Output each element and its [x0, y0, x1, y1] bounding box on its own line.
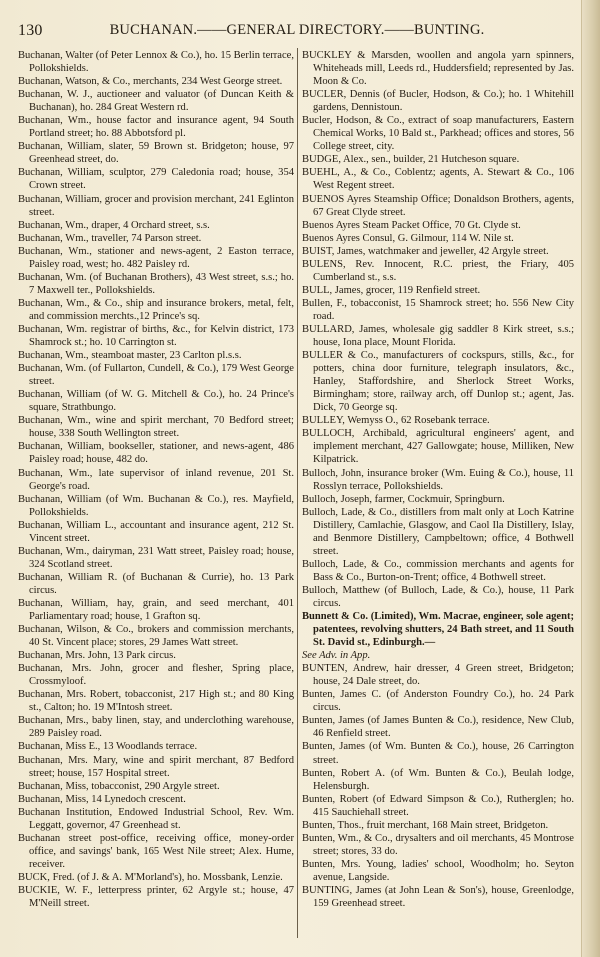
directory-entry: BULLER & Co., manufacturers of cockspurs, stills, &c., for potters, china door furniture, telegraph insulators, &c., Hanley, Staffordshire, and Sherlock Street Works, Birmingham; store, railway arch, off Dunlop st.; agent, Jas. Dick, 70 George sq.	[302, 350, 574, 414]
running-title: BUCHANAN.——GENERAL DIRECTORY.——BUNTING.	[109, 22, 485, 38]
directory-entry: BUNTING, James (at John Lean & Son's), house, Greenlodge, 159 Greenhead street.	[302, 885, 574, 910]
directory-entry: See Adv. in App.	[302, 650, 371, 662]
directory-entry: BUENOS Ayres Steamship Office; Donaldson Brothers, agents, 67 Great Clyde street.	[302, 193, 574, 218]
directory-entry: BULLARD, James, wholesale gig saddler 8 Kirk street, s.s.; house, Iona place, Mount Florida.	[302, 323, 574, 349]
directory-entry: Bulloch, Lade, & Co., commission merchants and agents for Bass & Co., Burton-on-Trent; office, 4 Bothwell street.	[302, 558, 574, 583]
directory-entry: Bulloch, Joseph, farmer, Cockmuir, Springburn.	[302, 493, 505, 505]
directory-entry: Buchanan, William, hay, grain, and seed merchant, 401 Parliamentary road; house, 1 Grafton sq.	[18, 597, 294, 623]
directory-entry: BUCKIE, W. F., letterpress printer, 62 Argyle st.; house, 47 M'Neill street.	[18, 885, 294, 910]
directory-entry: Bulloch, Matthew (of Bulloch, Lade, & Co.), house, 11 Park circus.	[302, 584, 574, 609]
directory-entry: Bunten, Thos., fruit merchant, 168 Main street, Bridgeton.	[302, 819, 549, 831]
directory-entry: Buchanan, Wm., & Co., ship and insurance brokers, metal, felt, and commission merchts.,12 Prince's sq.	[18, 297, 294, 322]
directory-entry: BUNTEN, Andrew, hair dresser, 4 Green street, Bridgeton; house, 24 Dale street, do.	[302, 663, 574, 688]
directory-entry: Buenos Ayres Steam Packet Office, 70 Gt. Clyde st.	[302, 219, 521, 231]
directory-entry: BUCLER, Dennis (of Bucler, Hodson, & Co.); ho. 1 Whitehill gardens, Dennistoun.	[302, 89, 574, 114]
directory-entry: Buchanan, Wm. (of Buchanan Brothers), 43 West street, s.s.; ho. 7 Maxwell ter., Pollokshields.	[18, 271, 294, 296]
directory-entry: Buchanan, Watson, & Co., merchants, 234 West George street.	[18, 76, 283, 88]
directory-entry: Buchanan, Wm., late supervisor of inland revenue, 201 St. George's road.	[18, 467, 294, 492]
directory-entry: Buchanan, Miss E., 13 Woodlands terrace.	[18, 741, 198, 753]
directory-entry: Buchanan, William L., accountant and insurance agent, 212 St. Vincent street.	[18, 519, 294, 544]
directory-entry: Bunten, James (of James Bunten & Co.), residence, New Club, 46 Renfield street.	[302, 715, 574, 740]
directory-entry: Bunten, James (of Wm. Bunten & Co.), house, 26 Carrington street.	[302, 741, 574, 766]
directory-entry: Buchanan, Wm., steamboat master, 23 Carlton pl.s.s.	[18, 350, 242, 362]
directory-entry: Buchanan, Wm., draper, 4 Orchard street, s.s.	[18, 219, 210, 231]
directory-entry: Buchanan, Mrs. John, grocer and flesher, Spring place, Crossmyloof.	[18, 663, 294, 688]
directory-entry: Buchanan, W. J., auctioneer and valuator (of Duncan Keith & Buchanan), ho. 284 Great Western rd.	[18, 89, 294, 114]
directory-entry: Buchanan, Mrs. Mary, wine and spirit merchant, 87 Bedford street; house, 157 Hospital street.	[18, 754, 294, 779]
directory-entry: Bunten, Robert (of Edward Simpson & Co.), Rutherglen; ho. 415 Sauchiehall street.	[302, 793, 574, 818]
directory-entry: Buenos Ayres Consul, G. Gilmour, 114 W. Nile st.	[302, 232, 514, 244]
directory-entry: Buchanan, Wm. registrar of births, &c., for Kelvin district, 173 Shamrock st.; ho. 10 Carrington st.	[18, 323, 294, 349]
page-edge	[581, 0, 600, 957]
directory-entry: Buchanan, Mrs., baby linen, stay, and underclothing warehouse, 289 Paisley road.	[18, 715, 294, 740]
directory-entry: Buchanan, William R. (of Buchanan & Currie), ho. 13 Park circus.	[18, 571, 294, 596]
directory-entry: BUCK, Fred. (of J. & A. M'Morland's), ho. Mossbank, Lenzie.	[18, 871, 283, 883]
directory-entry: Buchanan, Wm., wine and spirit merchant, 70 Bedford street; house, 338 South Wellington street.	[18, 415, 294, 440]
directory-entry: BULL, James, grocer, 119 Renfield street.	[302, 284, 481, 296]
directory-entry: BUEHL, A., & Co., Coblentz; agents, A. Stewart & Co., 106 West Regent street.	[302, 167, 574, 192]
directory-entry: Bucler, Hodson, & Co., extract of soap manufacturers, Eastern Chemical Works, 10 Bald st., Parkhead; offices and stores, 56 College street, city.	[302, 115, 574, 153]
directory-entry: Buchanan, Miss, 14 Lynedoch crescent.	[18, 793, 186, 805]
directory-entry: Buchanan, William, sculptor, 279 Caledonia road; house, 354 Crown street.	[18, 167, 294, 192]
directory-entry: BULLEY, Wemyss O., 62 Rosebank terrace.	[302, 415, 490, 427]
directory-entry: BULENS, Rev. Innocent, R.C. priest, the Friary, 405 Cumberland st., s.s.	[302, 258, 574, 283]
directory-entry: Buchanan, William, slater, 59 Brown st. Bridgeton; house, 97 Greenhead street, do.	[18, 141, 294, 166]
directory-entry: Buchanan, Wm., house factor and insurance agent, 94 South Portland street; ho. 88 Abbotsford pl.	[18, 115, 294, 140]
directory-entry: Buchanan Institution, Endowed Industrial School, Rev. Wm. Leggatt, governor, 47 Greenhead st.	[18, 806, 294, 831]
directory-entry: BUDGE, Alex., sen., builder, 21 Hutcheson square.	[302, 154, 520, 166]
column-divider	[297, 48, 298, 938]
directory-entry: BUIST, James, watchmaker and jeweller, 42 Argyle street.	[302, 245, 549, 257]
directory-entry: Buchanan, Mrs. John, 13 Park circus.	[18, 650, 176, 662]
directory-entry: Bulloch, Lade, & Co., distillers from malt only at Loch Katrine Distillery, Camlachie, Glasgow, and Caol Ila Distillery, Islay, and Benmore Distillery, Campbeltown; office, 4 Bothwell street.	[302, 506, 574, 557]
directory-entry: Buchanan, Wilson, & Co., brokers and commission merchants, 40 St. Vincent place; stores, 29 James Watt street.	[18, 624, 294, 649]
directory-entry: Buchanan, William (of W. G. Mitchell & Co.), ho. 24 Prince's square, Strathbungo.	[18, 389, 294, 414]
page-number: 130	[18, 22, 43, 39]
directory-entry: BULLOCH, Archibald, agricultural engineers' agent, and implement merchant, 427 Gallowgate; house, Milliken, New Kilpatrick.	[302, 428, 574, 466]
page-header	[18, 22, 576, 42]
directory-entry: Bunten, Wm., & Co., drysalters and oil merchants, 45 Montrose street; stores, 33 do.	[302, 832, 574, 857]
directory-entry: BUCKLEY & Marsden, woollen and angola yarn spinners, Whiteheads mill, Leeds rd., Huddersfield; represented by Jas. Moon & Co.	[302, 50, 574, 88]
directory-entry: Bunten, James C. (of Anderston Foundry Co.), ho. 24 Park circus.	[302, 689, 574, 714]
directory-entry: Buchanan, William, grocer and provision merchant, 241 Eglinton street.	[18, 193, 294, 218]
directory-entry: Bunten, Mrs. Young, ladies' school, Woodholm; ho. Seyton avenue, Langside.	[302, 858, 574, 883]
directory-entry: Buchanan, Wm., traveller, 74 Parson street.	[18, 232, 202, 244]
directory-entry: Buchanan, Walter (of Peter Lennox & Co.), ho. 15 Berlin terrace, Pollokshields.	[18, 50, 294, 75]
directory-entry: Buchanan, Wm. (of Fullarton, Cundell, & Co.), 179 West George street.	[18, 363, 294, 388]
directory-entry: Buchanan, Mrs. Robert, tobacconist, 217 High st.; and 80 King st., Calton; ho. 19 M'Intosh street.	[18, 689, 294, 714]
directory-entry: Bulloch, John, insurance broker (Wm. Euing & Co.), house, 11 Rosslyn terrace, Pollokshields.	[302, 467, 574, 492]
directory-entry: Buchanan street post-office, receiving office, money-order office, and savings' bank, 165 West Nile street; Alex. Hume, receiver.	[18, 832, 294, 870]
directory-entry: Buchanan, Wm., dairyman, 231 Watt street, Paisley road; house, 324 Scotland street.	[18, 545, 294, 570]
directory-entry: Buchanan, William, bookseller, stationer, and news-agent, 486 Paisley road; house, 482 do.	[18, 441, 294, 466]
directory-entry: Bunnett & Co. (Limited), Wm. Macrae, engineer, sole agent; patentees, revolving shutters, 24 Bath street, and 11 South St. David st., Edinburgh.—	[302, 611, 574, 649]
directory-entry: Buchanan, William (of Wm. Buchanan & Co.), res. Mayfield, Pollokshields.	[18, 493, 294, 518]
directory-entry: Buchanan, Wm., stationer and news-agent, 2 Easton terrace, Paisley road, west; ho. 482 Paisley rd.	[18, 245, 294, 270]
right-column	[302, 49, 574, 910]
directory-entry: Buchanan, Miss, tobacconist, 290 Argyle street.	[18, 780, 220, 792]
directory-entry: Bullen, F., tobacconist, 15 Shamrock street; ho. 556 New City road.	[302, 297, 574, 322]
directory-entry: Bunten, Robert A. (of Wm. Bunten & Co.), Beulah lodge, Helensburgh.	[302, 767, 574, 792]
left-column	[18, 49, 294, 910]
